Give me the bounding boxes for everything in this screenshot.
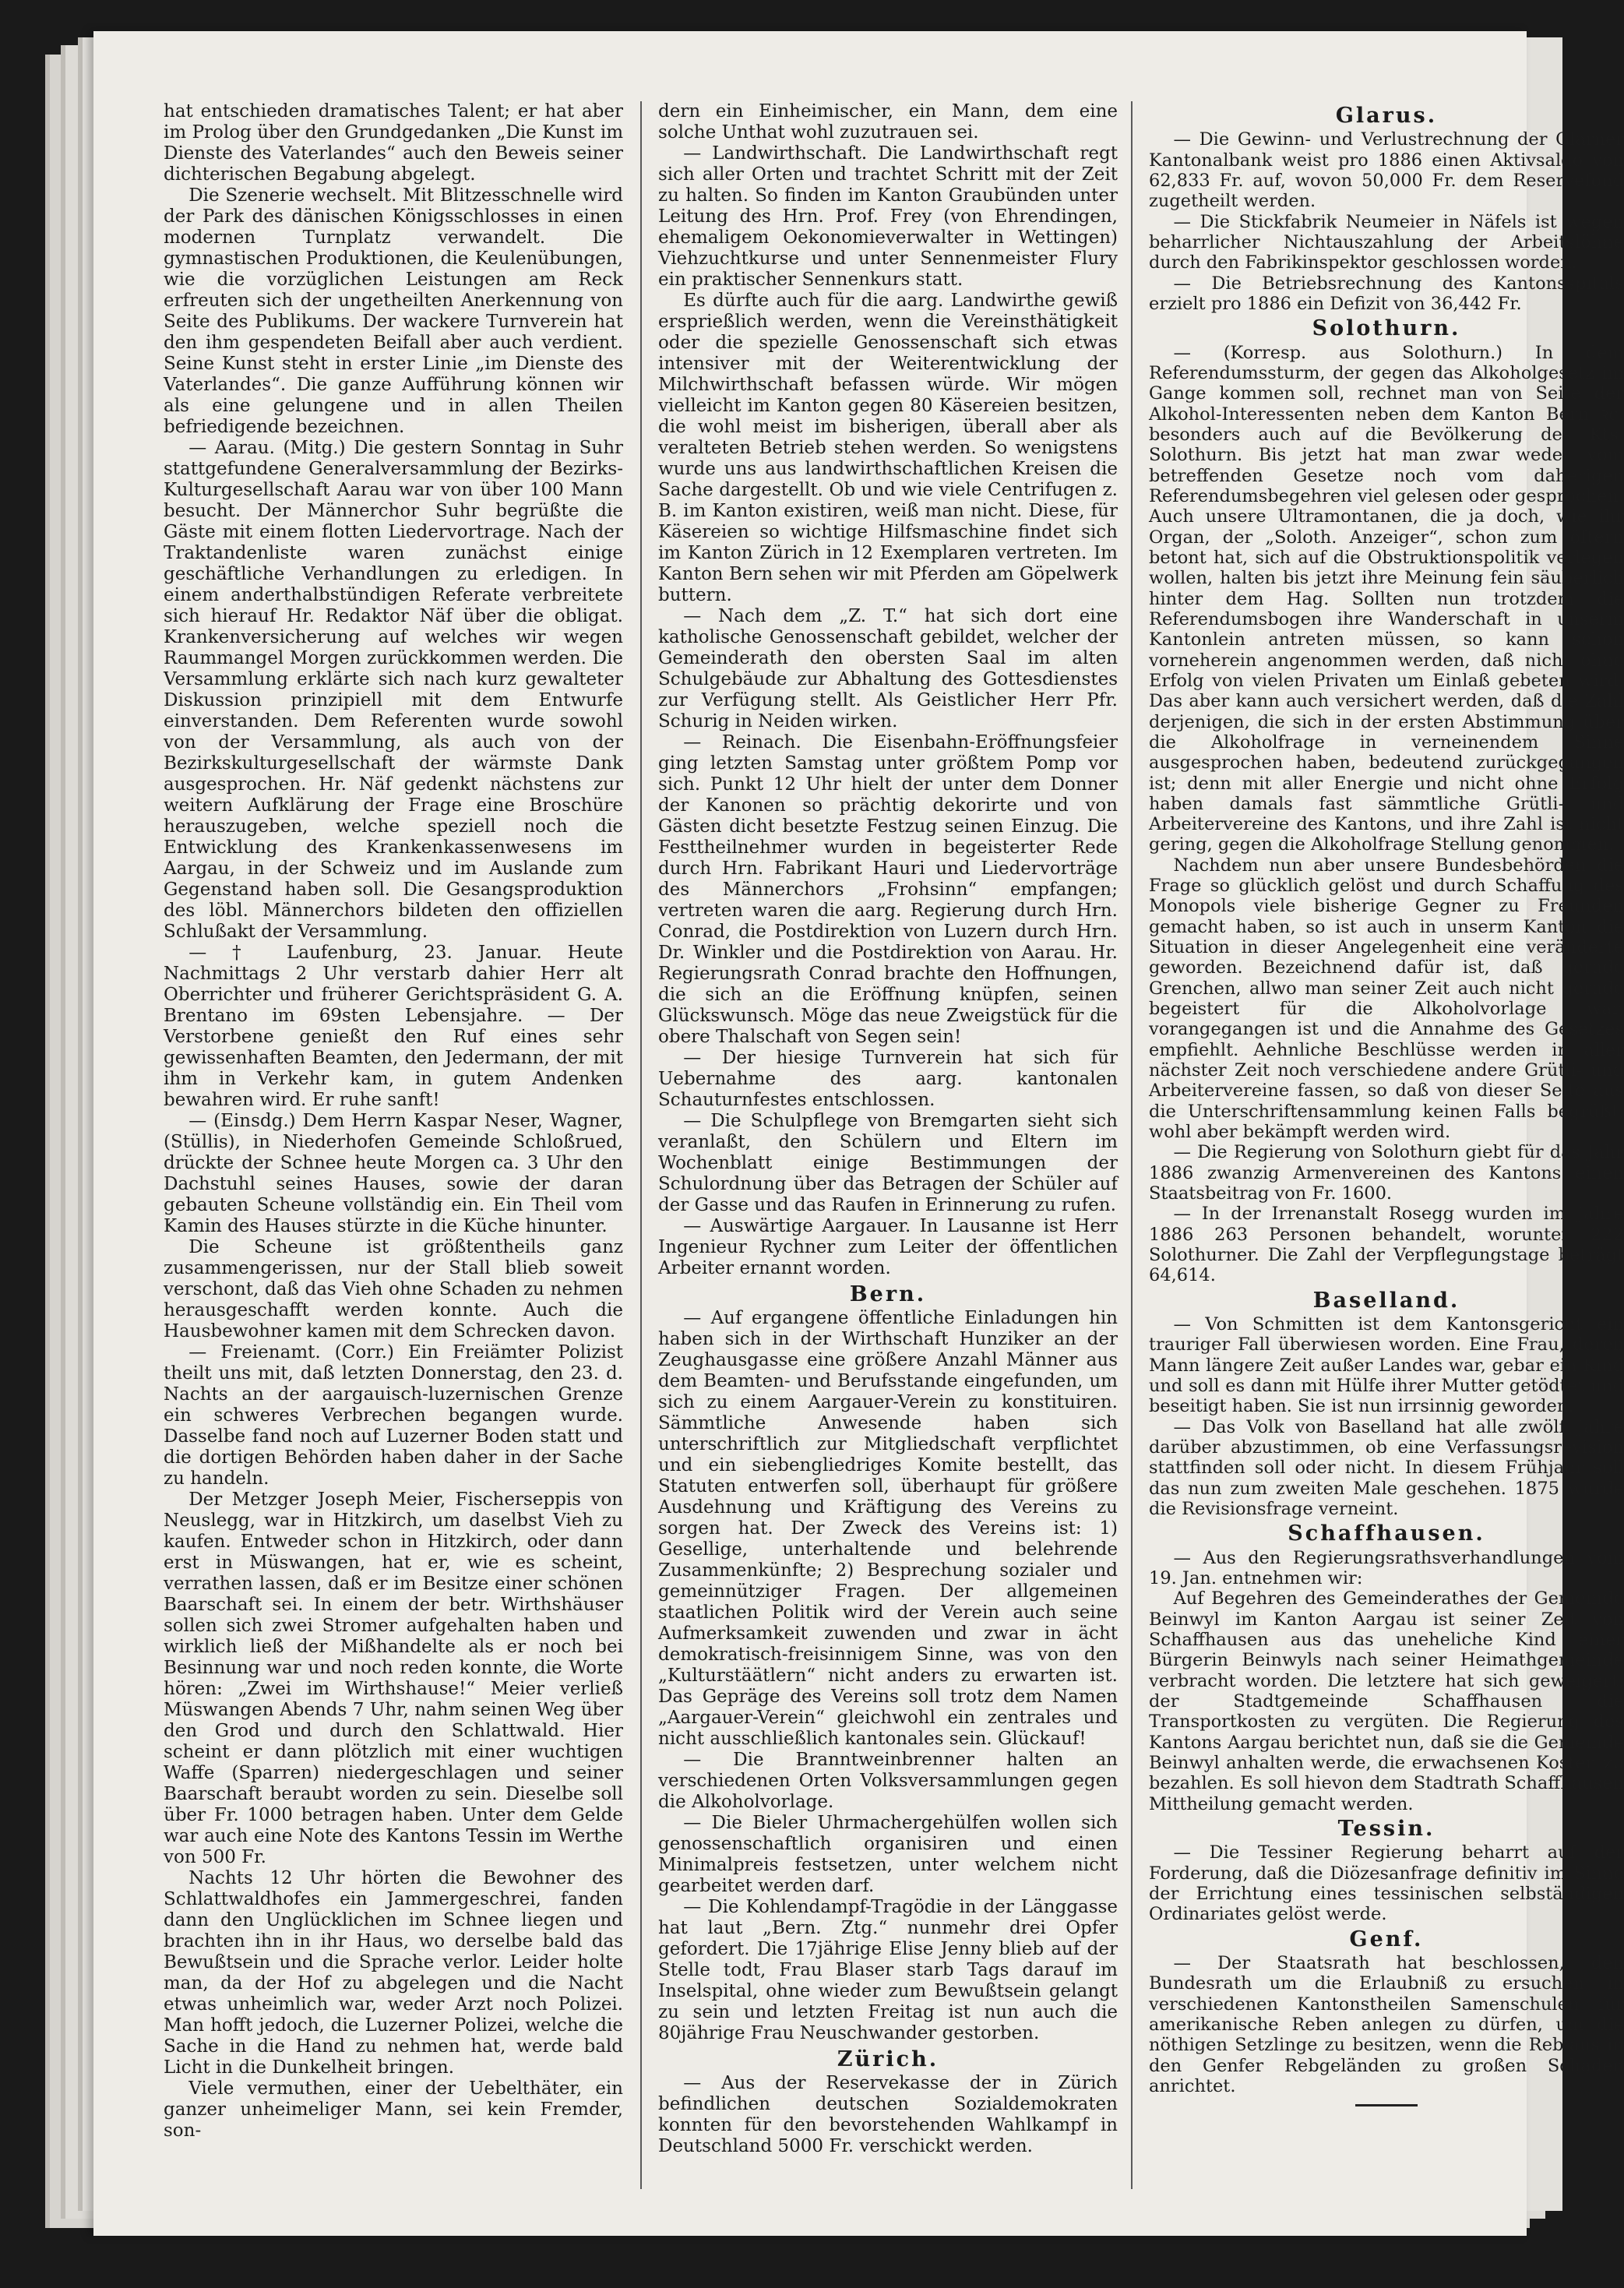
article-paragraph: — Reinach. Die Eisenbahn-Eröffnungsfeier ging letzten Samstag unter größtem Pomp vor sich. Punkt 12 Uhr hielt der unter dem Donner der Kanonen so prächtig dekorirte und von Gästen dicht besetzte Festzug seinen Einzug. Die Festtheilnehmer wurden in begeisterter Rede durch Hrn. Fabrikant Hauri und Liedervorträge des Männerchors „Frohsinn“ empfangen; vertreten waren die aarg. Regierung durch Hrn. Conrad, die Postdirektion von Luzern durch Hrn. Dr. Winkler und die Postdirektion von Aarau. Hr. Regierungsrath Conrad brachte den Hoffnungen, die sich an die Eröffnung knüpfen, seinen Glückswunsch. Möge das neue Zweigstück für die obere Thalschaft von Segen sein!	[658, 732, 1118, 1047]
section-heading: Solothurn.	[1312, 316, 1461, 341]
article-paragraph: — Die Stickfabrik Neumeier in Näfels ist wegen beharrlicher Nichtauszahlung der Arbeitslöhne durch den Fabrikinspektor geschlossen worden.	[1149, 211, 1624, 273]
section-heading: Tessin.	[1337, 1816, 1436, 1841]
article-paragraph: — Die Betriebsrechnung des Kantonsspitals erzielt pro 1886 ein Defizit von 36,442 Fr.	[1149, 273, 1624, 314]
article-paragraph: — Von Schmitten ist dem Kantonsgericht ein trauriger Fall überwiesen worden. Eine Frau, deren Mann längere Zeit außer Landes war, gebar ein Kind und soll es dann mit Hülfe ihrer Mutter getödtet und beseitigt haben. Sie ist nun irrsinnig geworden.	[1149, 1314, 1624, 1417]
article-paragraph: Die Szenerie wechselt. Mit Blitzesschnelle wird der Park des dänischen Königsschlosses in einen modernen Turnplatz verwandelt. Die gymnastischen Produktionen, die Keulenübungen, wie die vorzüglichen Leistungen am Reck erfreuten sich der ungetheilten Anerkennung von Seite des Publikums. Der wackere Turnverein hat den ihm gespendeten Beifall aber auch verdient. Seine Kunst steht in erster Linie „im Dienste des Vaterlandes“. Die ganze Aufführung können wir als eine gelungene und in allen Theilen befriedigende bezeichnen.	[164, 185, 623, 437]
article-paragraph: Auf Begehren des Gemeinderathes der Gemeinde Beinwyl im Kanton Aargau ist seiner Zeit von Schaffhausen aus das uneheliche Kind einer Bürgerin Beinwyls nach seiner Heimathgemeinde verbracht worden. Die letztere hat sich geweigert, der Stadtgemeinde Schaffhausen die Transportkosten zu vergüten. Die Regierung des Kantons Aargau berichtet nun, daß sie die Gemeinde Beinwyl anhalten werde, die erwachsenen Kosten zu bezahlen. Es soll hievon dem Stadtrath Schaffhausen Mittheilung gemacht werden.	[1149, 1588, 1624, 1814]
section-heading: Genf.	[1349, 1927, 1424, 1951]
article-paragraph: Nachts 12 Uhr hörten die Bewohner des Schlattwaldhofes ein Jammergeschrei, fanden dann den Unglücklichen im Schnee liegen und brachten ihn in ihr Haus, wo derselbe bald das Bewußtsein und die Sprache verlor. Leider holte man, da der Hof zu abgelegen und die Nacht etwas unheimlich war, weder Arzt noch Polizei. Man hofft jedoch, die Luzerner Polizei, welche die Sache in die Hand zu nehmen hat, werde bald Licht in die Dunkelheit bringen.	[164, 1868, 623, 2078]
column-left	[164, 101, 623, 2142]
article-paragraph: — (Korresp. aus Solothurn.) In dem Referendumssturm, der gegen das Alkoholgesetz im Gange kommen soll, rechnet man von Seite der Alkohol-Interessenten neben dem Kanton Bern ꝛc. besonders auch auf die Bevölkerung des Kts. Solothurn. Bis jetzt hat man zwar weder vom betreffenden Gesetze noch vom daherigen Referendumsbegehren viel gelesen oder gesprochen. Auch unsere Ultramontanen, die ja doch, wie ihr Organ, der „Soloth. Anzeiger“, schon zum öftern betont hat, sich auf die Obstruktionspolitik verlegen wollen, halten bis jetzt ihre Meinung fein säuberlich hinter dem Hag. Sollten nun trotzdem die Referendumsbogen ihre Wanderschaft in unserm Kantonlein antreten müssen, so kann schon vorneherein angenommen werden, daß nicht ohne Erfolg von vielen Privaten um Einlaß gebeten wird. Das aber kann auch versichert werden, daß die Zahl derjenigen, die sich in der ersten Abstimmung über die Alkoholfrage in verneinendem Sinne ausgesprochen haben, bedeutend zurückgegangen ist; denn mit aller Energie und nicht ohne Erfolg haben damals fast sämmtliche Grütli- und Arbeitervereine des Kantons, und ihre Zahl ist nicht gering, gegen die Alkoholfrage Stellung genommen.	[1149, 342, 1624, 855]
article-paragraph: — Nach dem „Z. T.“ hat sich dort eine katholische Genossenschaft gebildet, welcher der Gemeinderath den obersten Saal im alten Schulgebäude zur Abhaltung des Gottesdienstes zur Verfügung stellt. Als Geistlicher Herr Pfr. Schurig in Neiden wirken.	[658, 606, 1118, 732]
column-right	[1149, 101, 1624, 2106]
article-paragraph: — Aarau. (Mitg.) Die gestern Sonntag in Suhr stattgefundene Generalversammlung der Bezirks-Kulturgesellschaft Aarau war von über 100 Mann besucht. Der Männerchor Suhr begrüßte die Gäste mit einem flotten Liedervortrage. Nach der Traktandenliste waren zunächst einige geschäftliche Verhandlungen zu erledigen. In einem anderthalbstündigen Referate verbreitete sich hierauf Hr. Redaktor Näf über die obligat. Krankenversicherung auf welches wir wegen Raummangel Morgen zurückkommen werden. Die Versammlung erklärte sich nach kurz gewalteter Diskussion prinzipiell mit dem Entwurfe einverstanden. Dem Referenten wurde sowohl von der Versammlung, als auch von der Bezirkskulturgesellschaft der wärmste Dank ausgesprochen. Hr. Näf gedenkt nächstens zur weitern Aufklärung der Frage eine Broschüre herauszugeben, welche speziell noch die Entwicklung des Krankenkassenwesens im Aargau, in der Schweiz und im Auslande zum Gegenstand haben soll. Die Gesangsproduktion des löbl. Männerchors bildeten den offiziellen Schlußakt der Versammlung.	[164, 438, 623, 942]
article-paragraph: Der Metzger Joseph Meier, Fischerseppis von Neuslegg, war in Hitzkirch, um daselbst Vieh zu kaufen. Entweder schon in Hitzkirch, oder dann erst in Müswangen, hat er, wie es scheint, verrathen lassen, daß er im Besitze einer schönen Baarschaft sei. In einem der betr. Wirthshäuser sollen sich zwei Stromer aufgehalten haben und wirklich ließ der Mißhandelte als er noch bei Besinnung war und noch reden konnte, die Worte hören: „Zwei im Wirthshause!“ Meier verließ Müswangen Abends 7 Uhr, nahm seinen Weg über den Grod und durch den Schlattwald. Hier scheint er dann plötzlich mit einer wuchtigen Waffe (Sparren) niedergeschlagen und seiner Baarschaft beraubt worden zu sein. Dieselbe soll über Fr. 1000 betragen haben. Unter dem Gelde war auch eine Note des Kantons Tessin im Werthe von 500 Fr.	[164, 1489, 623, 1867]
section-heading: Schaffhausen.	[1288, 1521, 1485, 1546]
column-divider	[640, 101, 642, 2189]
article-paragraph: — Freienamt. (Corr.) Ein Freiämter Polizist theilt uns mit, daß letzten Donnerstag, den 23. d. Nachts an der aargauisch-luzernischen Grenze ein schweres Verbrechen begangen wurde. Dasselbe fand noch auf Luzerner Boden statt und die dortigen Behörden haben daher in der Sache zu handeln.	[164, 1342, 623, 1489]
article-paragraph: dern ein Einheimischer, ein Mann, dem eine solche Unthat wohl zuzutrauen sei.	[658, 101, 1118, 143]
article-paragraph: — Die Branntweinbrenner halten an verschiedenen Orten Volksversammlungen gegen die Alkoholvorlage.	[658, 1750, 1118, 1812]
section-heading: Bern.	[849, 1282, 927, 1306]
section-heading: Glarus.	[1335, 104, 1438, 128]
article-paragraph: — (Einsdg.) Dem Herrn Kaspar Neser, Wagner, (Stüllis), in Niederhofen Gemeinde Schloßrued, drückte der Schnee heute Morgen ca. 3 Uhr den Dachstuhl seines Hauses, sowie der daran gebauten Scheune vollständig ein. Ein Theil vom Kamin des Hauses stürzte in die Küche hinunter.	[164, 1111, 623, 1236]
end-rule	[1355, 2104, 1418, 2106]
article-paragraph: — Auswärtige Aargauer. In Lausanne ist Herr Ingenieur Rychner zum Leiter der öffentlichen Arbeiter ernannt worden.	[658, 1216, 1118, 1278]
article-paragraph: — Die Tessiner Regierung beharrt auf der Forderung, daß die Diözesanfrage definitiv im Sinne der Errichtung eines tessinischen selbständigen Ordinariates gelöst werde.	[1149, 1842, 1624, 1925]
article-paragraph: Es dürfte auch für die aarg. Landwirthe gewiß ersprießlich werden, wenn die Vereinsthätigkeit oder die spezielle Genossenschaft sich etwas intensiver mit der Weiterentwicklung der Milchwirthschaft befassen würde. Wir mögen vielleicht im Kanton gegen 80 Käsereien besitzen, die wohl meist im bisherigen, überall aber als veralteten Betrieb stehen werden. So wenigstens wurde uns aus landwirthschaftlichen Kreisen die Sache dargestellt. Ob und wie viele Centrifugen z. B. im Kanton existiren, weiß man nicht. Diese, für Käsereien so wichtige Hilfsmaschine findet sich im Kanton Zürich in 12 Exemplaren vertreten. Im Kanton Bern sehen wir mit Pferden am Göpelwerk buttern.	[658, 291, 1118, 605]
article-paragraph: — Die Gewinn- und Verlustrechnung der Glarner Kantonalbank weist pro 1886 einen Aktivsaldo von 62,833 Fr. auf, wovon 50,000 Fr. dem Reservefond zugetheilt werden.	[1149, 129, 1624, 212]
section-heading: Baselland.	[1312, 1288, 1460, 1313]
article-paragraph: — Aus den Regierungsrathsverhandlungen vom 19. Jan. entnehmen wir:	[1149, 1547, 1624, 1588]
article-paragraph: — Das Volk von Baselland hat alle zwölf Jahre darüber abzustimmen, ob eine Verfassungsrevision stattfinden soll oder nicht. In diesem Frühjahr soll das nun zum zweiten Male geschehen. 1875 wurde die Revisionsfrage verneint.	[1149, 1416, 1624, 1519]
article-paragraph: — Aus der Reservekasse der in Zürich befindlichen deutschen Sozialdemokraten konnten für den bevorstehenden Wahlkampf in Deutschland 5000 Fr. verschickt werden.	[658, 2073, 1118, 2156]
article-paragraph: — Die Regierung von Solothurn giebt für das Jahr 1886 zwanzig Armenvereinen des Kantons einen Staatsbeitrag von Fr. 1600.	[1149, 1142, 1624, 1204]
article-paragraph: — Die Schulpflege von Bremgarten sieht sich veranlaßt, den Schülern und Eltern im Wochenblatt einige Bestimmungen der Schulordnung über das Betragen der Schüler auf der Gasse und das Raufen in Erinnerung zu rufen.	[658, 1111, 1118, 1215]
section-heading: Zürich.	[837, 2047, 939, 2071]
article-paragraph: — In der Irrenanstalt Rosegg wurden im Jahre 1886 263 Personen behandelt, worunter 222 Solothurner. Die Zahl der Verpflegungstage beträgt 64,614.	[1149, 1204, 1624, 1286]
column-divider	[1131, 101, 1133, 2189]
article-paragraph: — Die Kohlendampf-Tragödie in der Länggasse hat laut „Bern. Ztg.“ nunmehr drei Opfer gefordert. Die 17jährige Elise Jenny blieb auf der Stelle todt, Frau Blaser starb Tags darauf im Inselspital, ohne wieder zum Bewußtsein gelangt zu sein und letzten Freitag ist nun auch die 80jährige Frau Neuschwander gestorben.	[658, 1897, 1118, 2043]
article-paragraph: hat entschieden dramatisches Talent; er hat aber im Prolog über den Grundgedanken „Die Kunst im Dienste des Vaterlandes“ auch den Beweis seiner dichterischen Begabung abgelegt.	[164, 101, 623, 185]
article-paragraph: — Auf ergangene öffentliche Einladungen hin haben sich in der Wirthschaft Hunziker an der Zeughausgasse eine größere Anzahl Männer aus dem Beamten- und Berufsstande eingefunden, um sich zu einem Aargauer-Verein zu konstituiren. Sämmtliche Anwesende haben sich unterschriftlich zur Mitgliedschaft verpflichtet und ein siebengliedriges Komite bestellt, das Statuten entwerfen soll, überhaupt für größere Ausdehnung und Kräftigung des Vereins zu sorgen hat. Der Zweck des Vereins ist: 1) Gesellige, unterhaltende und belehrende Zusammenkünfte; 2) Besprechung sozialer und gemeinnütziger Fragen. Der allgemeinen staatlichen Politik wird der Verein auch seine Aufmerksamkeit zuwenden und zwar in ächt demokratisch-freisinnigem Sinne, was von den „Kulturstäätlern“ nicht anders zu erwarten ist. Das Gepräge des Vereins soll trotz dem Namen „Aargauer-Verein“ gleichwohl ein zentrales und nicht ausschließlich kantonales sein. Glückauf!	[658, 1308, 1118, 1749]
article-paragraph: — Landwirthschaft. Die Landwirthschaft regt sich aller Orten und trachtet Schritt mit der Zeit zu halten. So finden im Kanton Graubünden unter Leitung des Hrn. Prof. Frey (von Ehrendingen, ehemaligem Oekonomieverwalter in Wettingen) Viehzuchtkurse und unter Sennenmeister Flury ein praktischer Sennenkurs statt.	[658, 143, 1118, 290]
article-paragraph: Die Scheune ist größtentheils ganz zusammengerissen, nur der Stall blieb soweit verschont, daß das Vieh ohne Schaden zu nehmen herausgeschafft werden konnte. Auch die Hausbewohner kamen mit dem Schrecken davon.	[164, 1237, 623, 1341]
article-paragraph: — Der hiesige Turnverein hat sich für Uebernahme des aarg. kantonalen Schauturnfestes entschlossen.	[658, 1048, 1118, 1110]
article-paragraph: — Die Bieler Uhrmachergehülfen wollen sich genossenschaftlich organisiren und einen Minimalpreis festsetzen, unter welchem nicht gearbeitet werden darf.	[658, 1813, 1118, 1896]
column-middle	[658, 101, 1118, 2157]
article-paragraph: — † Laufenburg, 23. Januar. Heute Nachmittags 2 Uhr verstarb dahier Herr alt Oberrichter und früherer Gerichtspräsident G. A. Brentano im 69sten Lebensjahre. — Der Verstorbene genießt den Ruf eines sehr gewissenhaften Beamten, den Jedermann, der mit ihm in Verkehr kam, in gutem Andenken bewahren wird. Er ruhe sanft!	[164, 943, 623, 1110]
article-paragraph: Viele vermuthen, einer der Uebelthäter, ein ganzer unheimeliger Mann, sei kein Fremder, son-	[164, 2078, 623, 2141]
article-paragraph: — Der Staatsrath hat beschlossen, den Bundesrath um die Erlaubniß zu ersuchen, in verschiedenen Kantonstheilen Samenschulen für amerikanische Reben anlegen zu dürfen, um die nöthigen Setzlinge zu besitzen, wenn die Reblaus in den Genfer Rebgeländen zu großen Schaden anrichtet.	[1149, 1952, 1624, 2096]
article-paragraph: Nachdem nun aber unsere Bundesbehörden die Frage so glücklich gelöst und durch Schaffung des Monopols viele bisherige Gegner zu Freunden gemacht haben, so ist auch in unserm Kanton die Situation in dieser Angelegenheit eine veränderte geworden. Bezeichnend dafür ist, daß gerade Grenchen, allwo man seiner Zeit auch nicht gerade begeistert für die Alkoholvorlage war, vorangegangen ist und die Annahme des Gesetzes empfiehlt. Aehnliche Beschlüsse werden in aller nächster Zeit noch verschiedene andere Grütli- und Arbeitervereine fassen, so daß von dieser Seite aus die Unterschriftensammlung keinen Falls begrüßt, wohl aber bekämpft werden wird.	[1149, 855, 1624, 1143]
